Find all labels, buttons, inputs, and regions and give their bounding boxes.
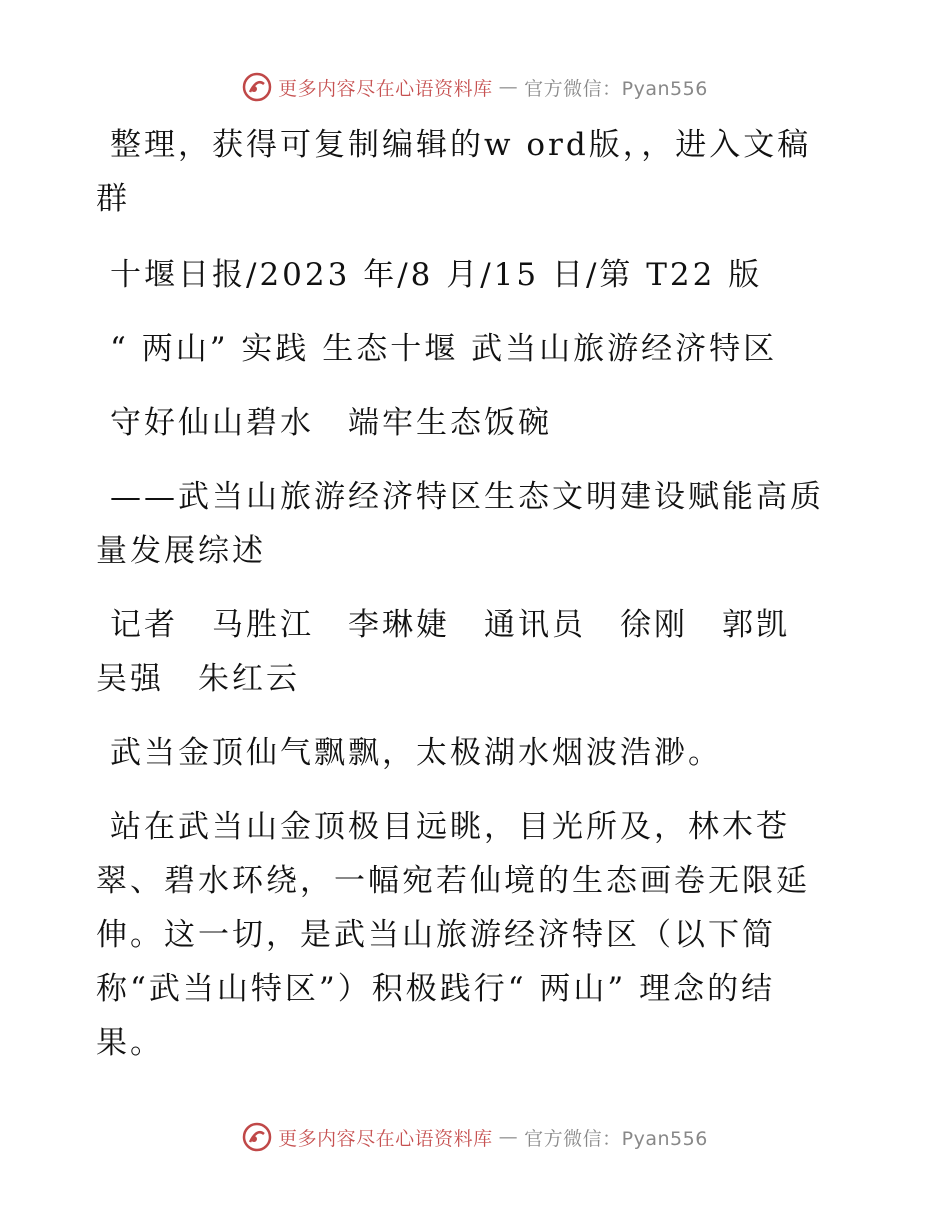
body-paragraph: 武当金顶仙气飘飘，太极湖水烟波浩渺。 [110, 735, 722, 771]
watermark-footer [0, 1122, 950, 1152]
library-logo-icon [242, 1122, 272, 1152]
intro-paragraph: 整理，获得可复制编辑的w ord版，，进入文稿群 [96, 127, 812, 217]
byline: 记者 马胜江 李琳婕 通讯员 徐刚 郭凯 吴强 朱红云 [96, 607, 824, 697]
library-logo-icon [242, 72, 272, 102]
watermark-wechat: 官方微信：Pyan556 [524, 77, 708, 100]
watermark-separator: — [498, 1126, 519, 1148]
watermark-wechat: 官方微信：Pyan556 [524, 1127, 708, 1150]
column-heading: “ 两山” 实践 生态十堰 武当山旅游经济特区 [110, 331, 778, 367]
article-title: 守好仙山碧水 端牢生态饭碗 [110, 405, 552, 441]
watermark-header [0, 72, 950, 102]
watermark-separator: — [498, 76, 519, 98]
article-subtitle: ——武当山旅游经济特区生态文明建设赋能高质量发展综述 [96, 479, 824, 569]
document-body [96, 118, 836, 1070]
body-paragraph: 站在武当山金顶极目远眺，目光所及，林木苍翠、碧水环绕，一幅宛若仙境的生态画卷无限延伸。这一切，是武当山旅游经济特区（以下简称“武当山特区”）积极践行“ 两山” 理念的结果。 [96, 809, 810, 1061]
source-line: 十堰日报/2023 年/8 月/15 日/第 T22 版 [110, 257, 763, 293]
watermark-text: 更多内容尽在心语资料库 [278, 1127, 493, 1150]
watermark-text: 更多内容尽在心语资料库 [278, 77, 493, 100]
